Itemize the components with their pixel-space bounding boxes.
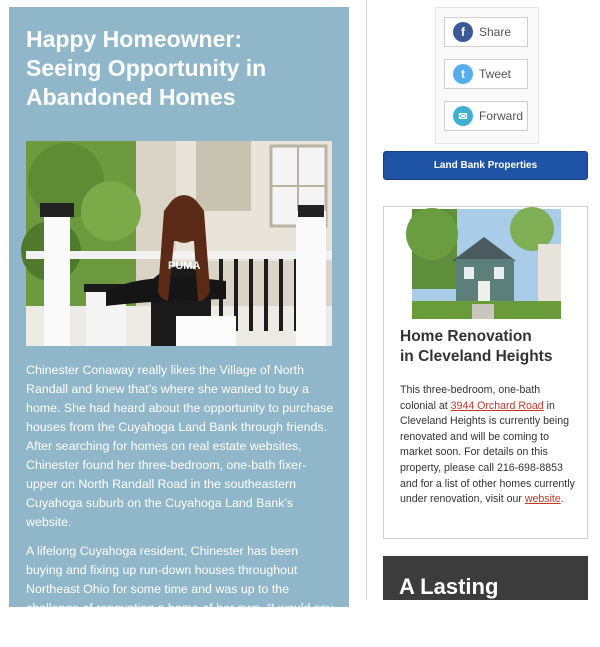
homeowner-porch-image xyxy=(26,141,332,346)
forward-button-label: Forward xyxy=(479,109,524,123)
article-title: Happy Homeowner: Seeing Opportunity in Abandoned Homes xyxy=(26,26,267,110)
email-icon: ✉ xyxy=(453,106,473,126)
article-paragraph: Chinester Conaway really likes the Village of North Randall and knew that’s where she wanted to buy a home. She had heard about the opportunity to purchase houses from the Cuyahoga Land Bank through friends. After searching for homes on real estate websites, Chinester found her three-bedroom, one-bath fixer-upper on North Randall Road in the southeastern Cuyahoga suburb on the Cuyahoga Land Bank’s website. xyxy=(26,363,334,529)
share-box xyxy=(435,7,539,144)
renovation-text: This three-bedroom, one-bath colonial at xyxy=(400,384,541,412)
renovation-text: in Cleveland Heights is currently being renovated and will be coming to market soon. For details on this property, please call 216-698-8853 and for a list of other homes currently under renovation, visit our xyxy=(400,399,575,506)
renovation-title: Home Renovation in Cleveland Heights xyxy=(400,328,553,365)
share-button-label: Share xyxy=(479,25,512,39)
website-link[interactable]: website xyxy=(524,493,561,506)
twitter-icon: t xyxy=(453,64,473,84)
lasting-title: A Lasting xyxy=(399,574,499,599)
forward-button[interactable] xyxy=(444,101,528,131)
renovation-description xyxy=(400,383,578,508)
facebook-share-button[interactable] xyxy=(444,17,528,47)
facebook-icon: f xyxy=(453,22,473,42)
renovation-text-end: . xyxy=(560,493,564,506)
shirt-logo-text: PUMA xyxy=(168,260,201,272)
lasting-panel xyxy=(383,556,588,600)
article-body xyxy=(26,361,334,647)
column-divider xyxy=(366,0,367,600)
article-paragraph: A lifelong Cuyahoga resident, Chinester has been buying and fixing up run-down houses throughout Northeast Ohio for some time and was up to the challenge of renovating a home of her own. “I would say the condition of the house xyxy=(26,544,334,634)
renovation-card xyxy=(383,206,588,539)
renovation-house-photo xyxy=(412,209,561,319)
tweet-button-label: Tweet xyxy=(479,67,512,81)
land-bank-properties-button[interactable]: Land Bank Properties xyxy=(383,151,588,180)
article-panel xyxy=(9,7,349,634)
hero-photo xyxy=(26,141,332,346)
tweet-button[interactable] xyxy=(444,59,528,89)
address-link[interactable]: 3944 Orchard Road xyxy=(450,399,544,412)
house-image xyxy=(412,209,561,319)
